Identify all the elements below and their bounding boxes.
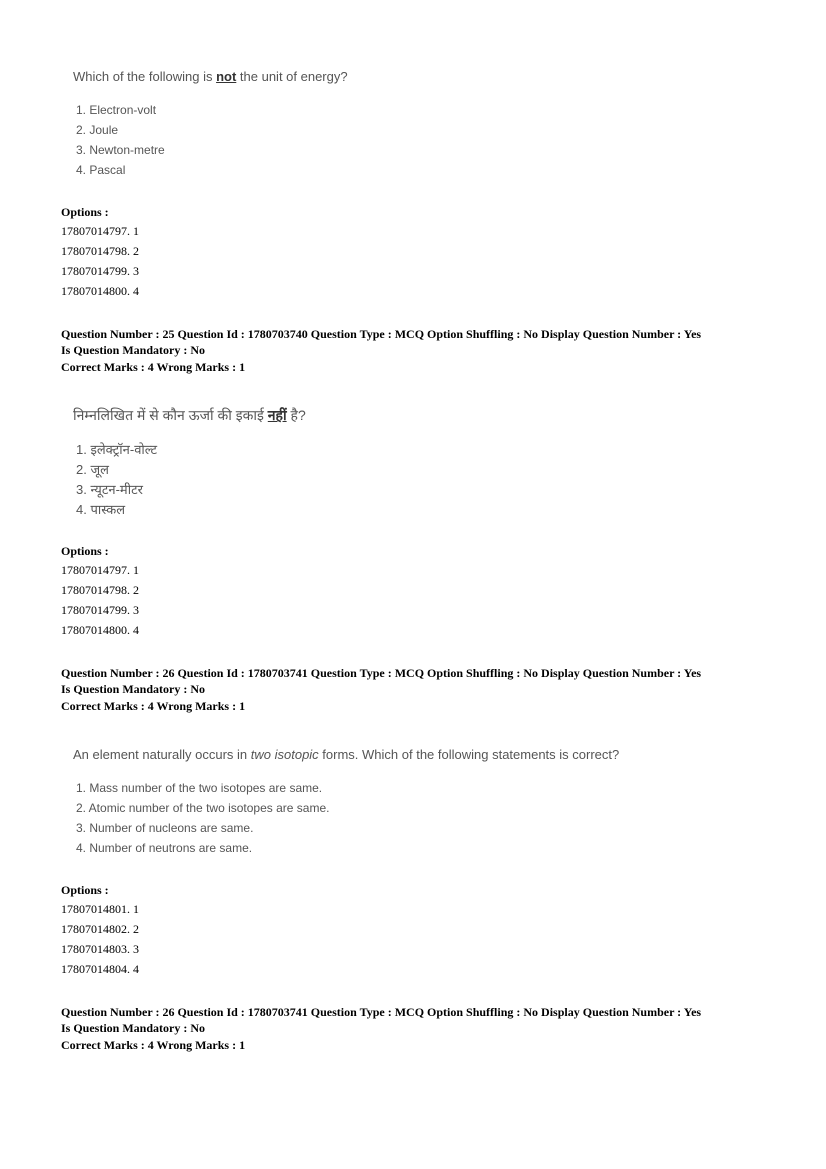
option-id-line: 17807014802. 2 [61, 922, 139, 936]
marks-line: Correct Marks : 4 Wrong Marks : 1 [61, 699, 246, 713]
option-id-line: 17807014799. 3 [61, 264, 139, 278]
question-meta-line: Question Number : 25 Question Id : 1780703740 Question Type : MCQ Option Shuffling : No Display Question Number : Yes [61, 327, 702, 341]
question-text-post: है? [286, 407, 306, 423]
option-id-line: 17807014803. 3 [61, 942, 139, 956]
question-meta-line: Question Number : 26 Question Id : 1780703741 Question Type : MCQ Option Shuffling : No Display Question Number : Yes [61, 666, 702, 680]
choice-3: 3. Newton-metre [76, 143, 165, 157]
marks-line: Correct Marks : 4 Wrong Marks : 1 [61, 1038, 246, 1052]
question-text [73, 69, 348, 84]
question-text-post: forms. Which of the following statements is correct? [318, 747, 620, 762]
mandatory-line: Is Question Mandatory : No [61, 1021, 206, 1035]
question-text-emphasis: not [216, 69, 237, 84]
option-id-line: 17807014801. 1 [61, 902, 139, 916]
choice-1: 1. Electron-volt [76, 103, 157, 117]
options-heading: Options : [61, 544, 109, 558]
mandatory-line: Is Question Mandatory : No [61, 682, 206, 696]
option-id-line: 17807014797. 1 [61, 563, 139, 577]
question-meta-line: Question Number : 26 Question Id : 1780703741 Question Type : MCQ Option Shuffling : No Display Question Number : Yes [61, 1005, 702, 1019]
choice-4: 4. Number of neutrons are same. [76, 841, 253, 855]
question-text-post: the unit of energy? [236, 69, 348, 84]
choice-1: 1. इलेक्ट्रॉन-वोल्ट [76, 442, 158, 457]
question-text-pre: Which of the following is [73, 69, 217, 84]
option-id-line: 17807014798. 2 [61, 583, 139, 597]
option-id-line: 17807014797. 1 [61, 224, 139, 238]
choice-4: 4. पास्कल [76, 502, 126, 517]
choice-2: 2. Atomic number of the two isotopes are same. [76, 801, 330, 815]
question-text-emphasis: नहीं [267, 407, 287, 423]
choice-2: 2. Joule [76, 123, 119, 137]
question-text [73, 406, 306, 425]
option-id-line: 17807014800. 4 [61, 623, 139, 637]
question-text-emphasis: two isotopic [250, 747, 319, 762]
option-id-line: 17807014800. 4 [61, 284, 139, 298]
choice-3: 3. Number of nucleons are same. [76, 821, 254, 835]
question-text-pre: निम्नलिखित में से कौन ऊर्जा की इकाई [73, 407, 268, 423]
mandatory-line: Is Question Mandatory : No [61, 343, 206, 357]
question-text [73, 747, 619, 762]
option-id-line: 17807014804. 4 [61, 962, 139, 976]
marks-line: Correct Marks : 4 Wrong Marks : 1 [61, 360, 246, 374]
choice-3: 3. न्यूटन-मीटर [76, 482, 143, 497]
option-id-line: 17807014799. 3 [61, 603, 139, 617]
choice-4: 4. Pascal [76, 163, 126, 177]
options-heading: Options : [61, 883, 109, 897]
choice-1: 1. Mass number of the two isotopes are same. [76, 781, 323, 795]
choice-2: 2. जूल [76, 462, 109, 477]
options-heading: Options : [61, 205, 109, 219]
question-text-pre: An element naturally occurs in [73, 747, 251, 762]
option-id-line: 17807014798. 2 [61, 244, 139, 258]
